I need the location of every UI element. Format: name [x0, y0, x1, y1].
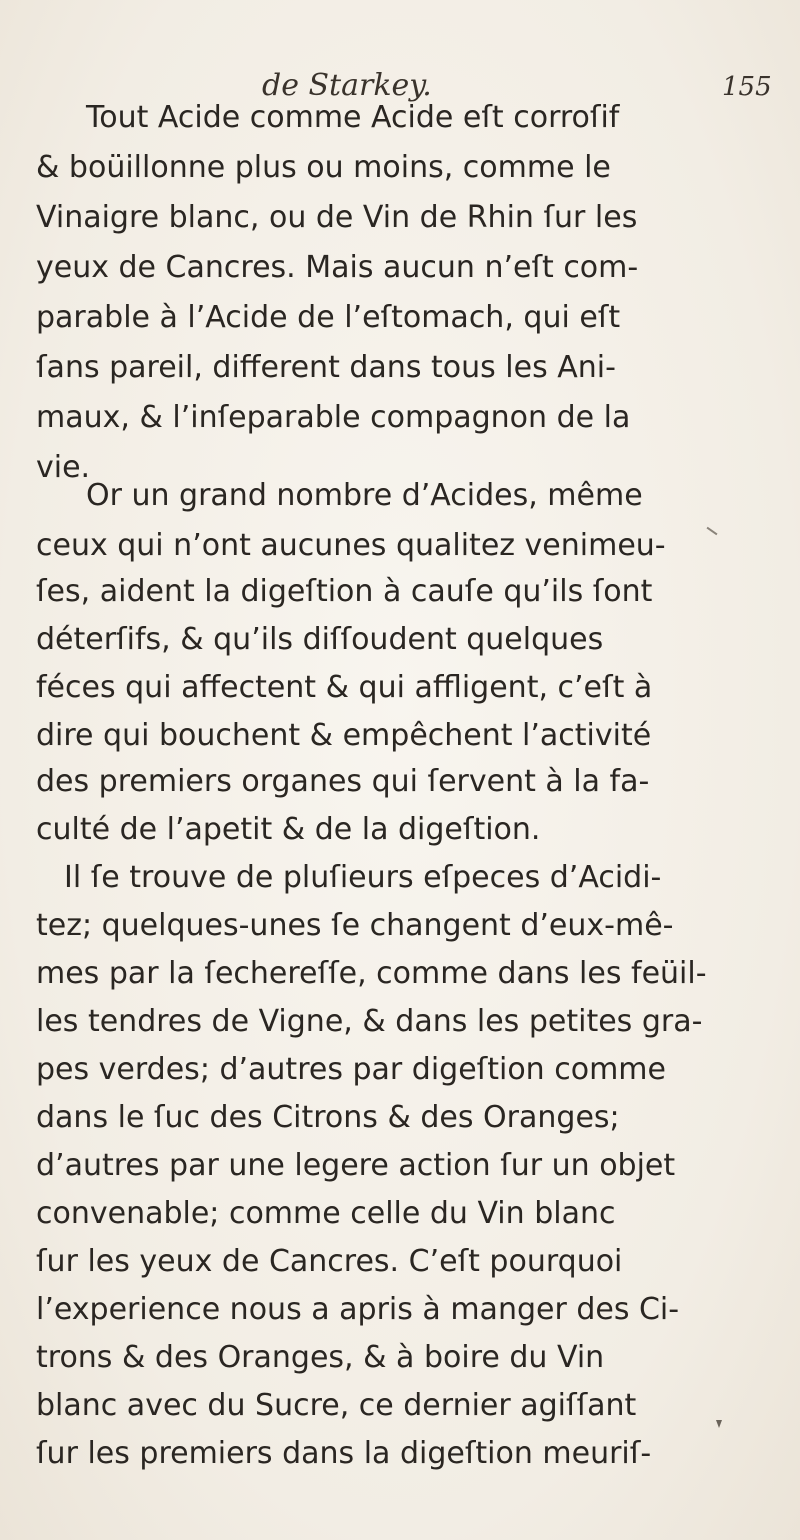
text-line: parable à l’Acide de l’eſtomach, qui eſt — [36, 300, 621, 335]
text-line: dire qui bouchent & empêchent l’activité — [36, 718, 652, 753]
text-line: yeux de Cancres. Mais aucun n’eſt com- — [36, 250, 639, 285]
text-line: d’autres par une legere action ſur un objet — [36, 1148, 676, 1183]
text-line: maux, & l’inſeparable compagnon de la — [36, 400, 631, 435]
text-line: ceux qui n’ont aucunes qualitez venimeu- — [36, 528, 666, 563]
text-line: les tendres de Vigne, & dans les petites gra- — [36, 1004, 703, 1039]
text-line: Vinaigre blanc, ou de Vin de Rhin ſur les — [36, 200, 638, 235]
text-line: ſur les yeux de Cancres. C’eſt pourquoi — [36, 1244, 623, 1279]
text-line: mes par la ſechereſſe, comme dans les feüil- — [36, 956, 707, 991]
text-line: des premiers organes qui ſervent à la fa- — [36, 764, 650, 799]
text-line: tez; quelques-unes ſe changent d’eux-mê- — [36, 908, 674, 943]
text-line: Tout Acide comme Acide eſt corroſif — [86, 100, 620, 135]
running-title: de Starkey. — [262, 68, 432, 103]
text-line: Or un grand nombre d’Acides, même — [86, 478, 643, 513]
text-line: dans le ſuc des Citrons & des Oranges; — [36, 1100, 620, 1135]
text-line: & boüillonne plus ou moins, comme le — [36, 150, 611, 185]
text-line: féces qui affectent & qui affligent, c’eſt à — [36, 670, 653, 705]
text-line: Il ſe trouve de pluſieurs eſpeces d’Acidi- — [64, 860, 662, 895]
text-line: convenable; comme celle du Vin blanc — [36, 1196, 616, 1231]
page-number: 155 — [722, 72, 772, 102]
text-line: trons & des Oranges, & à boire du Vin — [36, 1340, 605, 1375]
text-line: blanc avec du Sucre, ce dernier agiſſant — [36, 1388, 637, 1423]
text-line: pes verdes; d’autres par digeſtion comme — [36, 1052, 666, 1087]
ink-mark — [707, 527, 718, 536]
text-line: ſur les premiers dans la digeſtion meuriſ- — [36, 1436, 652, 1471]
text-line: vie. — [36, 450, 91, 485]
text-line: ſes, aident la digeſtion à cauſe qu’ils ſont — [36, 574, 653, 609]
text-line: l’experience nous a apris à manger des Ci- — [36, 1292, 680, 1327]
ink-mark — [716, 1420, 722, 1428]
text-line: culté de l’apetit & de la digeſtion. — [36, 812, 541, 847]
text-line: déterſifs, & qu’ils diſſoudent quelques — [36, 622, 604, 657]
text-line: ſans pareil, different dans tous les Ani- — [36, 350, 616, 385]
